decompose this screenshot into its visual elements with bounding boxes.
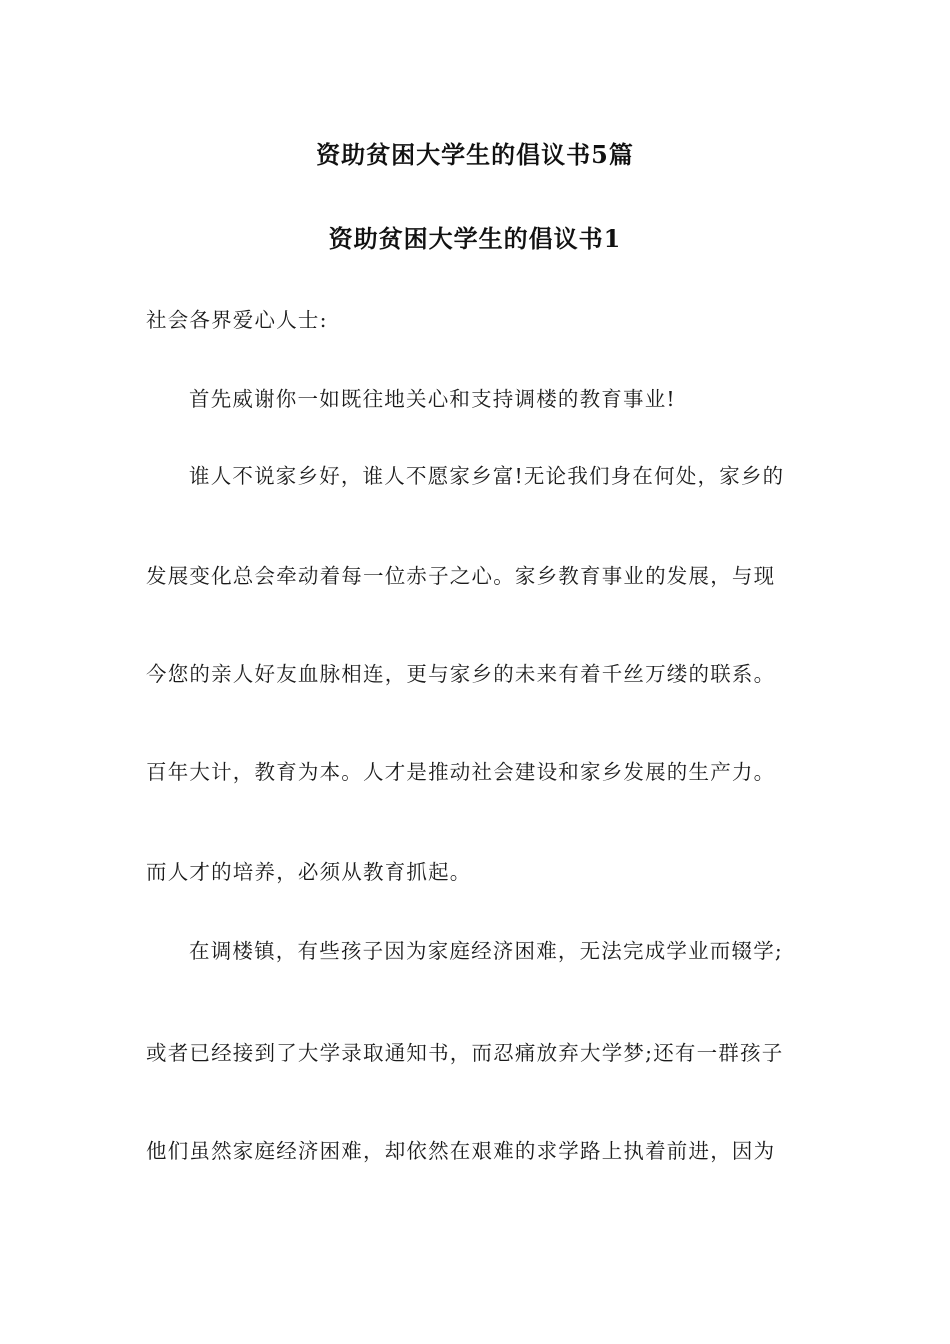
paragraph-line: 而人才的培养，必须从教育抓起。 [146, 860, 472, 884]
paragraph-line: 谁人不说家乡好，谁人不愿家乡富!无论我们身在何处，家乡的 [189, 464, 785, 488]
paragraph-line: 今您的亲人好友血脉相连，更与家乡的未来有着千丝万缕的联系。 [146, 662, 776, 686]
paragraph-line: 在调楼镇，有些孩子因为家庭经济困难，无法完成学业而辍学; [189, 939, 784, 963]
paragraph-line: 百年大计，教育为本。人才是推动社会建设和家乡发展的生产力。 [146, 760, 776, 784]
paragraph-line: 首先威谢你一如既往地关心和支持调楼的教育事业! [189, 387, 676, 411]
paragraph-line: 发展变化总会牵动着每一位赤子之心。家乡教育事业的发展，与现 [146, 564, 776, 588]
salutation: 社会各界爱心人士: [146, 308, 328, 332]
paragraph-line: 他们虽然家庭经济困难，却依然在艰难的求学路上执着前进，因为 [146, 1139, 776, 1163]
paragraph-line: 或者已经接到了大学录取通知书，而忍痛放弃大学梦;还有一群孩子 [146, 1041, 784, 1065]
section-title: 资助贫困大学生的倡议书1 [328, 224, 622, 253]
document-title: 资助贫困大学生的倡议书5篇 [316, 140, 634, 169]
